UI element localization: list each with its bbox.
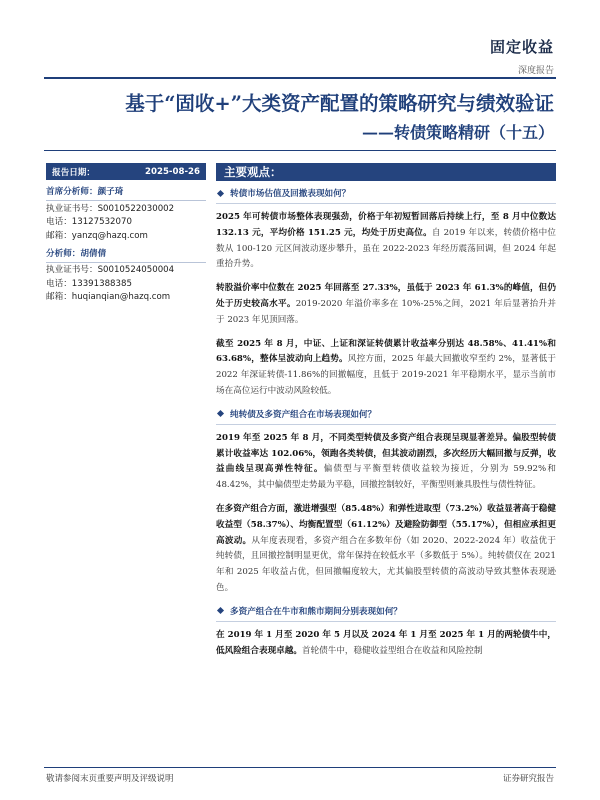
paragraph-6 — [216, 628, 556, 660]
report-category: 固定收益 — [489, 38, 554, 56]
section-question-3-text: 多资产组合在牛市和熊市期间分别表现如何？ — [230, 606, 402, 617]
paragraph-4-highlight: 2019 年至 2025 年 8 月，不同类型转债及多资产组合表现呈现显著差异。偏股型转债累计收益率达 102.06%，领跑各类转债，但其波动剧烈，多次经历大幅回撤与反弹，收益曲线呈现高弹性特征。 — [216, 432, 556, 475]
section-question-2-text: 纯转债及多资产组合在市场表现如何？ — [230, 409, 377, 420]
main-content — [216, 163, 556, 667]
section-question-3 — [216, 605, 556, 617]
paragraph-3-text: 风控方面，2025 年最大回撤收窄至约 2%，显著低于 2022 年深证转债-11.86%的回撤幅度，且低于 2019-2021 年平稳期水平，显示当前市场在高位运行中波动风险较低。 — [216, 354, 557, 396]
paragraph-1-text: 自 2019 年以来，转债价格中位数从 100-120 元区间波动逐步攀升，虽在 2022-2023 年经历震荡回调，但 2024 年起重拾升势。 — [216, 227, 556, 270]
analyst-sidebar — [46, 163, 206, 303]
diamond-bullet-icon — [217, 607, 224, 614]
section-question-1 — [216, 187, 556, 199]
analyst-1-cert: 执业证书号：S0010522030002 — [46, 203, 175, 214]
report-type: 深度报告 — [517, 66, 554, 76]
section-divider — [216, 621, 556, 622]
paragraph-2 — [216, 281, 556, 328]
main-points-heading: 主要观点： — [216, 163, 556, 181]
paragraph-5 — [216, 502, 556, 597]
section-divider — [216, 424, 556, 425]
diamond-bullet-icon — [217, 189, 224, 196]
report-date-label: 报告日期： — [52, 167, 95, 178]
diamond-bullet-icon — [217, 410, 224, 417]
section-question-2 — [216, 408, 556, 420]
report-title: 基于“固收+”大类资产配置的策略研究与绩效验证 — [125, 92, 554, 115]
report-subtitle: ——转债策略精研（十五） — [361, 123, 554, 142]
paragraph-4-text: 偏债型与平衡型转债收益较为接近，分别为 59.92%和 48.42%，其中偏债型走势最为平稳，回撤控制较好，平衡型则兼具股性与债性特征。 — [216, 464, 556, 491]
paragraph-3 — [216, 337, 556, 400]
paragraph-2-text: 2019-2020 年溢价率多在 10%-25%之间，2021 年后显著抬升并于 2023 年见顶回落。 — [216, 298, 556, 325]
paragraph-6-text: 首轮债牛中，稳健收益型组合在收益和风险控制 — [301, 645, 483, 656]
footer-divider — [44, 767, 556, 768]
paragraph-4 — [216, 431, 556, 494]
report-header — [490, 36, 554, 76]
paragraph-5-text: 从年度表现看，多资产组合在多数年份（如 2020、2022-2024 年）收益优于纯转债，且回撤控制明显更优，常年保持在较低水平（多数低于 5%）。纯转债仅在 2021 年和 2025 年收益占优，但回撤幅度较大，尤其偏股型转债的高波动导致其整体表现逊色。 — [216, 535, 556, 593]
section-question-1-text: 转债市场估值及回撤表现如何？ — [230, 189, 351, 199]
paragraph-6-highlight: 在 2019 年 1 月至 2020 年 5 月以及 2024 年 1 月至 2025 年 1 月的两轮债牛中，低风险组合表现卓越。 — [216, 629, 556, 656]
title-divider — [44, 150, 556, 151]
paragraph-3-highlight: 截至 2025 年 8 月，中证、上证和深证转债累计收益率分别达 48.58%、41.41%和 63.68%，整体呈波动向上趋势。 — [216, 338, 556, 365]
top-divider — [44, 77, 556, 79]
footer-disclaimer: 敬请参阅末页重要声明及评级说明 — [46, 774, 174, 784]
analyst-1-email[interactable]: 邮箱：yanzq@hazq.com — [46, 230, 148, 241]
analyst-1-phone: 电话：13127532070 — [46, 217, 132, 227]
analyst-2-cert: 执业证书号：S0010524050004 — [46, 265, 175, 275]
report-date-bar — [46, 163, 206, 180]
analyst-2-name: 分析师：胡倩倩 — [46, 247, 206, 263]
analyst-2-phone: 电话：13391388385 — [46, 278, 132, 289]
report-date-value: 2025-08-26 — [145, 166, 200, 177]
paragraph-2-highlight: 转股溢价率中位数在 2025 年回落至 27.33%，虽低于 2023 年 61.3%的峰值，但仍处于历史较高水平。 — [216, 283, 556, 309]
section-divider — [216, 203, 556, 204]
paragraph-5-highlight: 在多资产组合方面，激进增强型（85.48%）和弹性进取型（73.2%）收益显著高于稳健收益型（58.37%）、均衡配置型（61.12%）及避险防御型（55.17%），但相应承担更高波动。 — [216, 503, 556, 546]
paragraph-1-highlight: 2025 年可转债市场整体表现强劲，价格于年初短暂回落后持续上行，至 8 月中位数达 132.13 元，平均价格 151.25 元，均处于历史高位。 — [216, 212, 556, 238]
footer-report-label: 证券研究报告 — [502, 774, 554, 784]
paragraph-1 — [216, 210, 556, 273]
analyst-2-email[interactable]: 邮箱：huqianqian@hazq.com — [46, 292, 171, 302]
analyst-1-name: 首席分析师：颜子琦 — [46, 185, 206, 201]
